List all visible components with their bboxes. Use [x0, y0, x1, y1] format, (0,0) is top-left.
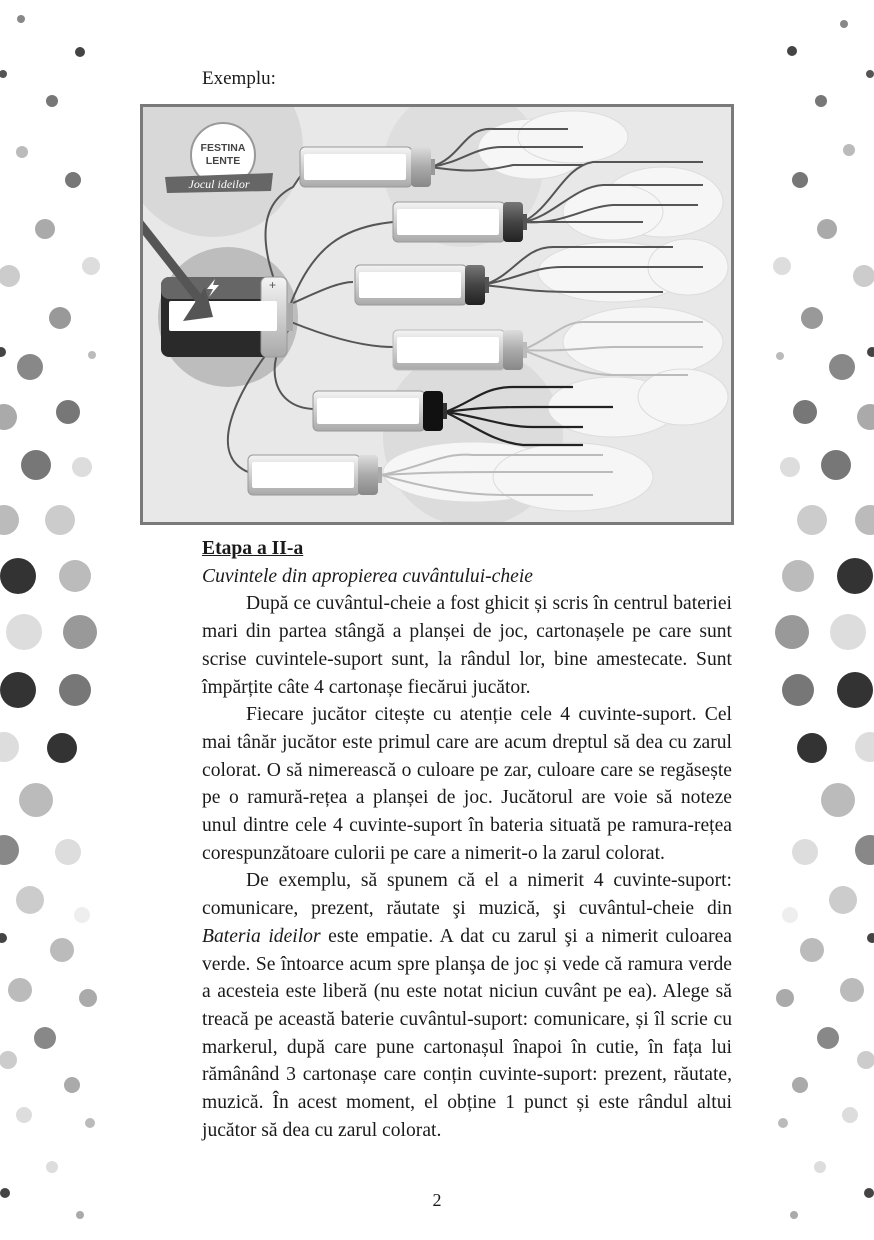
battery-2 [393, 202, 527, 242]
game-board-illustration [140, 104, 734, 525]
section-subheading: Cuvintele din apropierea cuvântului-cheie [202, 565, 533, 587]
example-label: Exemplu: [202, 68, 276, 89]
page-number: 2 [432, 1190, 442, 1210]
paragraph-3: De exemplu, să spunem că el a nimerit 4 cuvinte-suport: comunicare, prezent, răutate şi muzică, şi cuvântul-cheie din Bateria ideilor este empatie. A dat cu zarul şi a nimerit culoarea verde. Se întoarce acum spre planşa de joc și vede că ramura verde a acesteia este liberă (nu este notat niciun cuvânt pe ea). Alege să treacă pe această baterie cuvântul-suport: comunicare, și îl scrie cu markerul, după care pune cartonașul înapoi în cutie, în fața lui rămânând 3 cartonașe care conțin cuvinte-suport: prezent, răutate, muzică. În acest moment, el obține 1 punct și este rândul altui jucător să dea cu zarul colorat. [202, 870, 732, 1141]
paragraph-1: După ce cuvântul-cheie a fost ghicit și scris în centrul bateriei mari din partea stângă a planșei de joc, cartonașele pe care sunt scrise cuvintele-suport sunt, la rândul lor, bine amestecate. Sunt împărțite câte 4 cartonașe fiecărui jucător. [202, 593, 732, 698]
svg-text:+: + [269, 278, 277, 292]
game-title-italic: Bateria ideilor [202, 925, 321, 947]
svg-text:FESTINA: FESTINA [200, 142, 246, 154]
paragraph-2: Fiecare jucător citește cu atenție cele 4 cuvinte-suport. Cel mai tânăr jucător este primul care are acum dreptul să dea cu zarul colorat. O să nimerească o culoare pe zar, culoare care se regăsește pe o ramură-rețea a planșei de joc. Jucătorul are voie să noteze unul dintre cele 4 cuvinte-suport în bateria situată pe ramura-rețea corespunzătoare culorii pe care a nimerit-o la zarul colorat. [202, 704, 732, 864]
svg-text:Jocul ideilor: Jocul ideilor [188, 177, 250, 191]
svg-text:LENTE: LENTE [205, 155, 241, 167]
battery-3 [355, 265, 489, 305]
battery-1 [300, 147, 435, 187]
main-battery [161, 277, 293, 357]
battery-6 [248, 455, 382, 495]
instructions-section [202, 535, 732, 1144]
section-heading: Etapa a II-a [202, 538, 304, 559]
battery-4 [393, 330, 527, 370]
battery-5 [313, 391, 447, 431]
